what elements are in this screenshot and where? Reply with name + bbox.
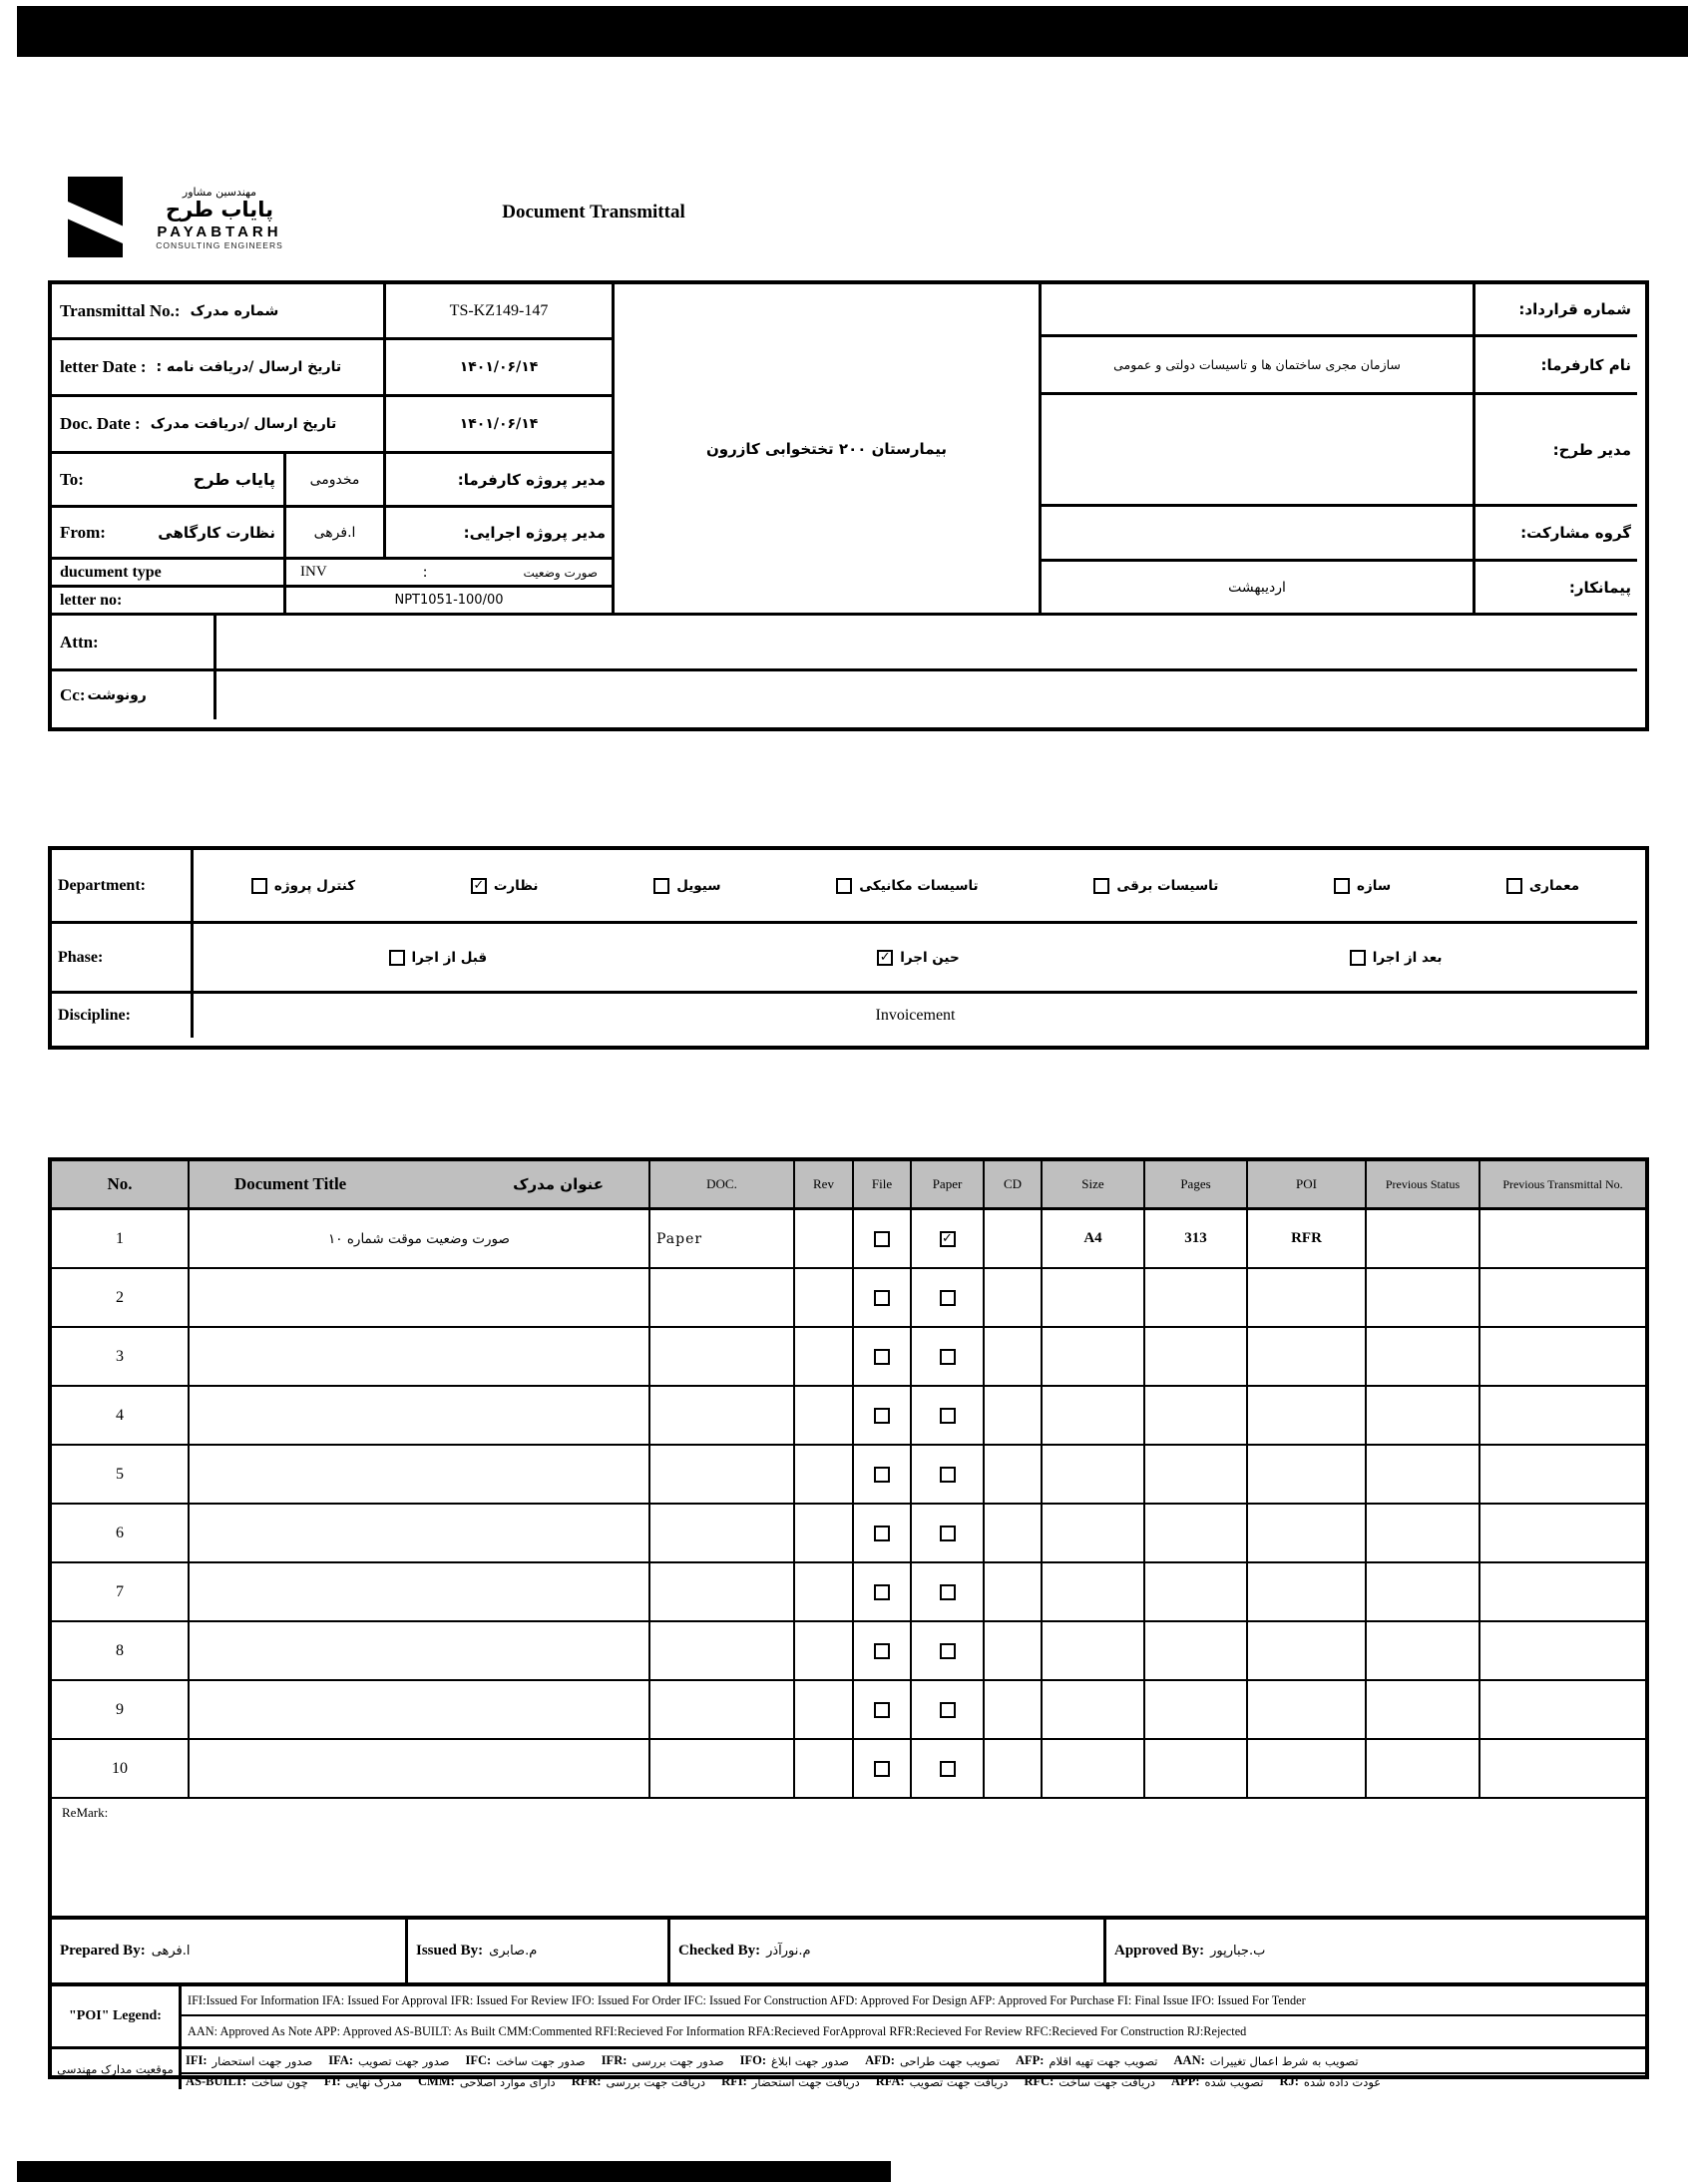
department-item-label: سازه [1357, 877, 1392, 894]
header-paper: Paper [912, 1161, 985, 1207]
doc-date-label-cell [52, 397, 386, 454]
checkbox [836, 878, 852, 894]
approved-by-cell [1106, 1920, 1645, 1982]
checkbox [1350, 950, 1366, 966]
row-size [1043, 1681, 1145, 1738]
department-item-nezarat [471, 878, 539, 894]
row-size [1043, 1387, 1145, 1444]
row-doc [650, 1505, 795, 1561]
row-prev-status [1367, 1505, 1480, 1561]
checkbox [940, 1702, 956, 1718]
checkbox [874, 1584, 890, 1600]
header-rev: Rev [795, 1161, 854, 1207]
client-label: نام کارفرما: [1476, 337, 1637, 395]
doctype-value: INV [300, 564, 327, 580]
row-prev-status [1367, 1387, 1480, 1444]
department-item-memari [1506, 878, 1579, 894]
row-rev [795, 1210, 854, 1267]
attn-value [216, 616, 1637, 671]
row-doc [650, 1269, 795, 1326]
from-cell [52, 508, 286, 560]
row-poi [1248, 1505, 1367, 1561]
legend-pair: FI: مدرک نهایی [323, 2074, 403, 2089]
row-prev-transmittal [1480, 1622, 1645, 1679]
scan-artifact-bottom-bar [17, 2161, 891, 2182]
company-logo-text [130, 186, 309, 250]
row-poi [1248, 1563, 1367, 1620]
remark-label: ReMark: [62, 1805, 109, 1820]
legend-pair: RFC: دریافت جهت ساخت [1024, 2074, 1156, 2089]
legend-fa-line2 [182, 2074, 1645, 2089]
header-size: Size [1043, 1161, 1145, 1207]
header-poi: POI [1248, 1161, 1367, 1207]
checkbox [940, 1467, 956, 1483]
issued-by-cell [408, 1920, 670, 1982]
row-prev-transmittal [1480, 1563, 1645, 1620]
row-doc: Paper [650, 1210, 795, 1267]
header-file: File [854, 1161, 912, 1207]
checked-by-value: م.نورآذر [766, 1944, 811, 1959]
row-size [1043, 1622, 1145, 1679]
legend-pair: RFR: دریافت جهت بررسی [571, 2074, 706, 2089]
row-poi [1248, 1681, 1367, 1738]
letterno-value: NPT1051-100/00 [286, 588, 615, 616]
row-no: 9 [52, 1681, 190, 1738]
to-person: مخدومی [286, 454, 386, 508]
classification-table [48, 846, 1649, 1050]
row-cd [985, 1505, 1043, 1561]
design-manager-value [1042, 395, 1476, 507]
row-prev-status [1367, 1210, 1480, 1267]
row-doc [650, 1563, 795, 1620]
row-rev [795, 1387, 854, 1444]
checkbox [1334, 878, 1350, 894]
row-poi [1248, 1328, 1367, 1385]
row-no: 5 [52, 1446, 190, 1503]
row-size [1043, 1269, 1145, 1326]
document-table-header [52, 1161, 1645, 1210]
from-person: ا.فرهی [286, 508, 386, 560]
letterno-label: letter no: [60, 591, 123, 609]
row-size: A4 [1043, 1210, 1145, 1267]
row-poi [1248, 1387, 1367, 1444]
department-label-cell [52, 850, 194, 924]
letter-date-label-cell [52, 340, 386, 397]
department-item-civil [653, 878, 720, 894]
table-row [52, 1387, 1645, 1446]
row-title [190, 1328, 650, 1385]
checkbox [874, 1408, 890, 1424]
row-pages [1145, 1740, 1248, 1797]
row-cd [985, 1681, 1043, 1738]
contract-no-value [1042, 284, 1476, 337]
transmittal-no-label: Transmittal No.: [60, 300, 181, 320]
row-pages: 313 [1145, 1210, 1248, 1267]
legend-pair: RJ: عودت داده شده [1279, 2074, 1382, 2089]
row-prev-status [1367, 1622, 1480, 1679]
row-title [190, 1563, 650, 1620]
row-title [190, 1505, 650, 1561]
checkbox [1093, 878, 1109, 894]
checkbox [940, 1584, 956, 1600]
row-cd [985, 1387, 1043, 1444]
checkbox [874, 1761, 890, 1777]
row-rev [795, 1563, 854, 1620]
row-prev-transmittal [1480, 1387, 1645, 1444]
doctype-colon: : [422, 563, 428, 581]
legend-pair: AAN: تصویب به شرط اعمال تغییرات [1173, 2053, 1359, 2068]
row-prev-status [1367, 1328, 1480, 1385]
header-title-fa: عنوان مدرک [513, 1175, 604, 1193]
table-row [52, 1328, 1645, 1387]
legend-pair: RFI: دریافت جهت استحضار [721, 2074, 860, 2089]
transmittal-info-table [48, 280, 1649, 731]
client-pm-label: مدیر پروژه کارفرما: [386, 454, 615, 508]
department-item-label: تاسیسات مکانیکی [859, 877, 979, 894]
to-value: پایاب طرح [193, 470, 275, 489]
header-doc: DOC. [650, 1161, 795, 1207]
transmittal-no-value: TS-KZ149-147 [386, 284, 615, 340]
row-doc [650, 1740, 795, 1797]
legend-pair: CMM: دارای موارد اصلاحی [418, 2074, 556, 2089]
row-rev [795, 1505, 854, 1561]
doctype-fa: صورت وضعیت [523, 565, 598, 580]
phase-item-label: بعد از اجرا [1372, 949, 1443, 966]
cc-value [216, 671, 1637, 719]
row-pages [1145, 1269, 1248, 1326]
logo-en-name: PAYABTARH [157, 223, 282, 241]
row-doc [650, 1328, 795, 1385]
row-pages [1145, 1681, 1248, 1738]
row-pages [1145, 1328, 1248, 1385]
row-rev [795, 1269, 854, 1326]
row-rev [795, 1681, 854, 1738]
row-prev-transmittal [1480, 1269, 1645, 1326]
header-prev-status: Previous Status [1367, 1161, 1480, 1207]
legend-pair: IFA: صدور جهت تصویب [328, 2053, 450, 2068]
jv-group-label: گروه مشارکت: [1476, 507, 1637, 562]
row-poi [1248, 1446, 1367, 1503]
transmittal-no-label-fa: شماره مدرک [190, 302, 279, 319]
department-item-mechanical [836, 878, 978, 894]
department-item-project-control [251, 878, 355, 894]
row-no: 10 [52, 1740, 190, 1797]
row-title [190, 1269, 650, 1326]
from-value: نظارت کارگاهی [158, 523, 275, 542]
checkbox [940, 1290, 956, 1306]
logo-swoosh-icon [68, 199, 123, 257]
poi-legend-label: "POI" Legend: [52, 1986, 179, 2049]
row-cd [985, 1269, 1043, 1326]
phase-item-label: قبل از اجرا [411, 949, 488, 966]
row-rev [795, 1446, 854, 1503]
contractor-value: اردیبهشت [1042, 562, 1476, 616]
row-no: 2 [52, 1269, 190, 1326]
poi-legend-section [52, 1986, 1645, 2089]
row-size [1043, 1740, 1145, 1797]
transmittal-no-label-cell [52, 284, 386, 340]
checked-by-label: Checked By: [678, 1943, 761, 1959]
table-row [52, 1269, 1645, 1328]
row-prev-status [1367, 1269, 1480, 1326]
row-rev [795, 1740, 854, 1797]
row-size [1043, 1563, 1145, 1620]
phase-items [194, 924, 1637, 994]
legend-pair: APP: تصویب شده [1171, 2074, 1264, 2089]
jv-group-value [1042, 507, 1476, 562]
design-manager-label: مدیر طرح: [1476, 395, 1637, 507]
document-list-table [48, 1157, 1649, 2089]
checked-by-cell [670, 1920, 1106, 1982]
discipline-value: Invoicement [875, 1007, 956, 1024]
row-no: 4 [52, 1387, 190, 1444]
phase-label: Phase: [58, 948, 104, 966]
checkbox-checked: ✓ [471, 878, 487, 894]
department-item-label: نظارت [493, 877, 539, 894]
legend-pair: RFA: دریافت جهت تصویب [875, 2074, 1009, 2089]
row-no: 7 [52, 1563, 190, 1620]
row-title: صورت وضعیت موقت شماره ۱۰ [190, 1210, 650, 1267]
contractor-label: پیمانکار: [1476, 562, 1637, 616]
checkbox [940, 1408, 956, 1424]
row-prev-status [1367, 1446, 1480, 1503]
row-no: 3 [52, 1328, 190, 1385]
doc-date-value: ۱۴۰۱/۰۶/۱۴ [386, 397, 615, 454]
checkbox [874, 1702, 890, 1718]
row-pages [1145, 1622, 1248, 1679]
checkbox [874, 1643, 890, 1659]
letter-date-label: letter Date : [60, 357, 147, 376]
page-title: Document Transmittal [502, 202, 685, 222]
legend-pair: IFO: صدور جهت ابلاغ [739, 2053, 850, 2068]
row-prev-status [1367, 1681, 1480, 1738]
cc-label: Cc: [60, 685, 86, 704]
phase-item-during [877, 950, 959, 966]
legend-pair: IFI: صدور جهت استحضار [186, 2053, 313, 2068]
doctype-label: ducument type [60, 563, 162, 581]
department-item-label: سیویل [676, 877, 721, 894]
row-pages [1145, 1446, 1248, 1503]
issued-by-value: م.صابری [489, 1944, 538, 1959]
header-no: No. [52, 1161, 190, 1207]
row-pages [1145, 1563, 1248, 1620]
logo-en-subtitle: CONSULTING ENGINEERS [156, 240, 283, 251]
row-poi [1248, 1269, 1367, 1326]
phase-label-cell [52, 924, 194, 994]
checkbox-checked: ✓ [940, 1231, 956, 1247]
row-doc [650, 1446, 795, 1503]
department-item-label: معماری [1528, 877, 1580, 894]
to-label: To: [60, 469, 84, 489]
row-prev-status [1367, 1563, 1480, 1620]
project-name-cell [615, 284, 1042, 616]
checkbox [874, 1290, 890, 1306]
checkbox [251, 878, 267, 894]
row-poi [1248, 1740, 1367, 1797]
logo-fa-tagline: مهندسین مشاور [182, 186, 257, 199]
attn-label: Attn: [60, 632, 99, 652]
approved-by-label: Approved By: [1114, 1943, 1205, 1959]
phase-item-after [1350, 950, 1443, 966]
company-logo [68, 177, 123, 257]
exec-pm-label: مدیر پروژه اجرایی: [386, 508, 615, 560]
row-title [190, 1387, 650, 1444]
table-row [52, 1505, 1645, 1563]
checkbox [653, 878, 669, 894]
table-row [52, 1681, 1645, 1740]
phase-item-label: حین اجرا [900, 949, 960, 966]
row-title [190, 1446, 650, 1503]
project-name: بیمارستان ۲۰۰ تختخوابی کازرون [705, 439, 948, 458]
row-pages [1145, 1505, 1248, 1561]
discipline-label: Discipline: [58, 1007, 131, 1024]
client-value-cell [1042, 337, 1476, 395]
row-prev-transmittal [1480, 1446, 1645, 1503]
department-label: Department: [58, 876, 146, 894]
row-cd [985, 1210, 1043, 1267]
checkbox [874, 1467, 890, 1483]
checkbox [940, 1526, 956, 1541]
table-row [52, 1622, 1645, 1681]
prepared-by-value: ا.فرهی [151, 1944, 191, 1959]
legend-en-line1: IFI:Issued For Information IFA: Issued For Approval IFR: Issued For Review IFO: Issued For Order IFC: Issued For Construction AFD: Approved For Design AFP: Approved For Purchase FI: Final Issue IFO: Issued For Tender [182, 1986, 1645, 2016]
to-cell [52, 454, 286, 508]
letter-date-label-fa: تاریخ ارسال /دریافت نامه : [156, 359, 342, 375]
checkbox [940, 1643, 956, 1659]
approved-by-value: ب.جبارپور [1210, 1944, 1266, 1959]
checkbox-checked: ✓ [877, 950, 893, 966]
checkbox [940, 1761, 956, 1777]
scan-artifact-top-bar [17, 6, 1688, 57]
legend-fa-line1 [182, 2049, 1645, 2074]
table-row [52, 1210, 1645, 1269]
row-no: 1 [52, 1210, 190, 1267]
contract-no-label: شماره قرارداد: [1476, 284, 1637, 337]
header-title-en: Document Title [234, 1174, 347, 1193]
fa-legend-label: موقعیت مدارک مهندسی [57, 2062, 174, 2076]
row-prev-transmittal [1480, 1740, 1645, 1797]
prepared-by-cell [52, 1920, 408, 1982]
row-size [1043, 1328, 1145, 1385]
row-prev-status [1367, 1740, 1480, 1797]
row-prev-transmittal [1480, 1681, 1645, 1738]
row-cd [985, 1740, 1043, 1797]
legend-content [182, 1986, 1645, 2089]
logo-fa-name: پایاب طرح [166, 198, 273, 221]
department-item-sazeh [1334, 878, 1391, 894]
doc-date-label: Doc. Date : [60, 414, 141, 433]
discipline-label-cell [52, 994, 194, 1038]
department-item-electrical [1093, 878, 1218, 894]
table-row [52, 1446, 1645, 1505]
legend-en-line2: AAN: Approved As Note APP: Approved AS-BUILT: As Built CMM:Commented RFI:Recieved For Information RFA:Recieved ForApproval RFR:Recieved For Review RFC:Recieved For Construction RJ:Rejected [182, 2016, 1645, 2049]
department-item-label: کنترل پروژه [273, 877, 356, 894]
row-no: 6 [52, 1505, 190, 1561]
checkbox [874, 1231, 890, 1247]
letterno-label-cell [52, 588, 286, 616]
row-size [1043, 1446, 1145, 1503]
checkbox [874, 1526, 890, 1541]
doc-date-label-fa: تاریخ ارسال /دریافت مدرک [150, 416, 337, 432]
legend-pair: IFC: صدور جهت ساخت [465, 2053, 586, 2068]
row-title [190, 1681, 650, 1738]
row-poi [1248, 1622, 1367, 1679]
row-size [1043, 1505, 1145, 1561]
cc-label-fa: رونوشت [87, 687, 147, 703]
department-items [194, 850, 1637, 924]
row-pages [1145, 1387, 1248, 1444]
legend-pair: IFR: صدور جهت بررسی [601, 2053, 724, 2068]
row-title [190, 1622, 650, 1679]
legend-pair: AFD: تصویب جهت طراحی [865, 2053, 1000, 2068]
checkbox [874, 1349, 890, 1365]
legend-pair: AFP: تصویب جهت تهیه اقلام [1015, 2053, 1158, 2068]
row-doc [650, 1681, 795, 1738]
signoff-row [52, 1920, 1645, 1986]
row-title [190, 1740, 650, 1797]
checkbox [389, 950, 405, 966]
row-prev-transmittal [1480, 1505, 1645, 1561]
legend-pair: AS-BUILT: چون ساخت [186, 2074, 308, 2089]
cc-label-cell [52, 671, 216, 719]
table-row [52, 1740, 1645, 1799]
client-value: سازمان مجری ساختمان ها و تاسیسات دولتی و عمومی [1113, 357, 1401, 372]
row-cd [985, 1563, 1043, 1620]
legend-label-column [52, 1986, 182, 2089]
department-item-label: تاسیسات برقی [1116, 877, 1219, 894]
header-cd: CD [985, 1161, 1043, 1207]
doctype-label-cell [52, 560, 286, 588]
header-pages: Pages [1145, 1161, 1248, 1207]
issued-by-label: Issued By: [416, 1943, 484, 1959]
row-cd [985, 1446, 1043, 1503]
letter-date-value: ۱۴۰۱/۰۶/۱۴ [386, 340, 615, 397]
checkbox [940, 1349, 956, 1365]
attn-label-cell [52, 616, 216, 671]
row-doc [650, 1622, 795, 1679]
row-prev-transmittal [1480, 1210, 1645, 1267]
row-cd [985, 1328, 1043, 1385]
from-label: From: [60, 522, 106, 542]
header-prev-transmittal: Previous Transmittal No. [1502, 1176, 1623, 1191]
phase-item-before [389, 950, 488, 966]
doctype-value-cell [286, 560, 615, 588]
prepared-by-label: Prepared By: [60, 1943, 146, 1959]
table-row [52, 1563, 1645, 1622]
row-rev [795, 1622, 854, 1679]
row-cd [985, 1622, 1043, 1679]
row-doc [650, 1387, 795, 1444]
row-rev [795, 1328, 854, 1385]
header-title [190, 1161, 650, 1207]
remark-section [52, 1799, 1645, 1920]
row-prev-transmittal [1480, 1328, 1645, 1385]
row-poi: RFR [1248, 1210, 1367, 1267]
checkbox [1506, 878, 1522, 894]
row-no: 8 [52, 1622, 190, 1679]
